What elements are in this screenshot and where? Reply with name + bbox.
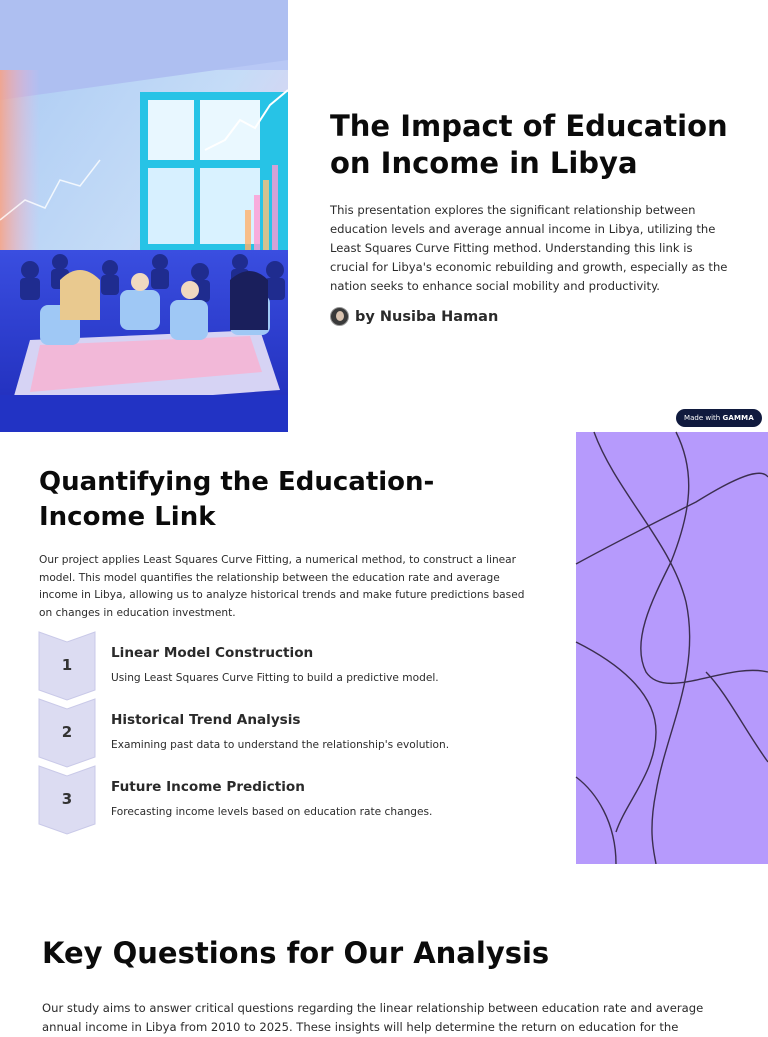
author-avatar [330, 307, 349, 326]
step-item [39, 699, 539, 766]
step-title: Linear Model Construction [111, 645, 314, 661]
badge-prefix: Made with [684, 414, 721, 422]
slide-title: Key Questions for Our Analysis [42, 936, 550, 970]
slide-description: Our study aims to answer critical questions regarding the linear relationship between education rate and average annual income in Libya from 2010 to 2025. These insights will help determine the return on education for the [42, 1001, 704, 1034]
classroom-illustration [0, 0, 288, 432]
step-number: 3 [61, 790, 73, 808]
title-slide [0, 0, 768, 432]
wavy-lines-decoration [576, 432, 768, 864]
made-with-gamma-badge[interactable] [676, 409, 762, 427]
decorative-purple-panel [576, 432, 768, 864]
step-list [39, 632, 539, 833]
step-item [39, 766, 539, 833]
step-description: Examining past data to understand the relationship's evolution. [111, 739, 450, 751]
author-line [330, 307, 498, 326]
step-description: Forecasting income levels based on education rate changes. [111, 806, 433, 818]
slide-description: Our project applies Least Squares Curve Fitting, a numerical method, to construct a linear model. This model quantifies the relationship between the education rate and average income in Libya, allowing us to analyze historical trends and make future predictions based on changes in education investment. [39, 554, 525, 619]
presentation-description: This presentation explores the significant relationship between education levels and average annual income in Libya, utilizing the Least Squares Curve Fitting method. Understanding this link is crucial for Libya's economic rebuilding and growth, especially as the nation seeks to enhance social mobility and productivity. [330, 203, 728, 293]
step-title: Future Income Prediction [111, 779, 305, 795]
step-number: 2 [61, 723, 73, 741]
step-number: 1 [61, 656, 73, 674]
step-title: Historical Trend Analysis [111, 712, 301, 728]
key-questions-slide [0, 864, 768, 1034]
author-name: by Nusiba Haman [355, 308, 499, 325]
education-income-slide [0, 432, 768, 864]
badge-brand: GAMMA [722, 414, 754, 422]
presentation-title: The Impact of Education on Income in Libya [330, 109, 728, 180]
slide-title: Quantifying the Education-Income Link [39, 467, 435, 532]
step-description: Using Least Squares Curve Fitting to build a predictive model. [111, 672, 439, 684]
step-item [39, 632, 539, 699]
